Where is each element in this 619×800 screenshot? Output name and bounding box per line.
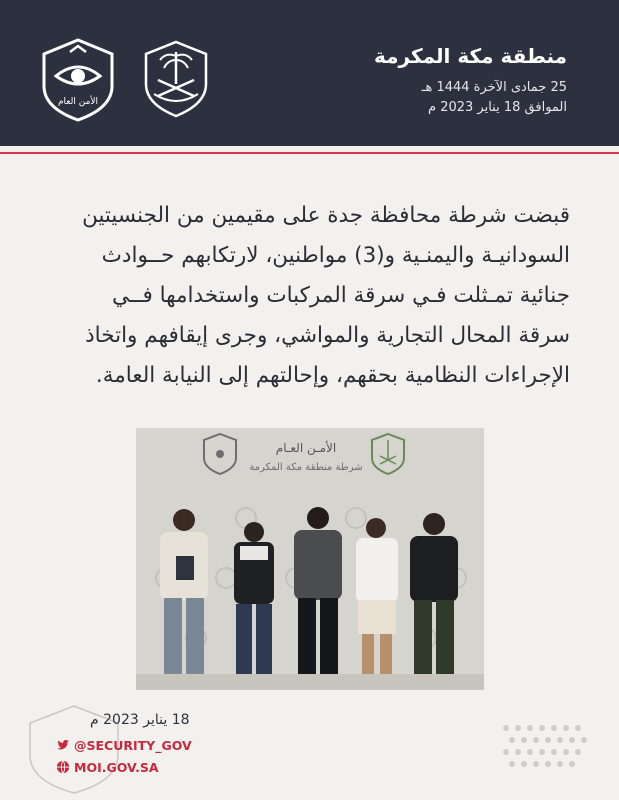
website-url: MOI.GOV.SA [74,760,159,775]
region-title: منطقة مكة المكرمة [374,44,567,68]
twitter-icon [56,738,70,752]
announcement-line: سرقة المحال التجارية والمواشي، وجرى إيقافهم واتخاذ [85,323,570,348]
announcement-line: قبضت شرطة محافظة جدة على مقيمين من الجنسيتين [82,203,570,228]
palm-swords-emblem-icon [140,38,212,118]
arrest-photo [136,428,484,690]
gregorian-date: الموافق 18 يناير 2023 م [428,100,567,115]
announcement-line: جنائية تمـثلت فـي سرقة المركبات واستخدامها فــي [111,283,570,308]
announcement-line: الإجراءات النظامية بحقهم، وإحالتهم إلى النيابة العامة. [95,363,570,388]
public-security-emblem-icon [38,36,118,122]
header-bar [0,0,619,146]
decorative-dots-pattern [500,722,592,774]
photo-illustration [136,428,484,690]
announcement-text [50,196,570,396]
emblem-label: الأمن العام [57,97,99,107]
announcement-line: السودانيـة واليمنـية و(3) مواطنين، لارتكابهم حــوادث [101,243,570,268]
twitter-handle: @SECURITY_GOV [74,738,192,753]
banner-title: الأمـن العـام [275,441,337,455]
accent-divider [0,152,619,154]
globe-icon [56,760,70,774]
footer-twitter[interactable] [56,738,192,753]
footer-date: 18 يناير 2023 م [90,712,190,728]
hijri-date: 25 جمادى الآخرة 1444 هـ [421,80,567,95]
footer-website[interactable] [56,760,159,775]
banner-subtitle: شرطة منطقة مكة المكرمة [249,462,363,473]
